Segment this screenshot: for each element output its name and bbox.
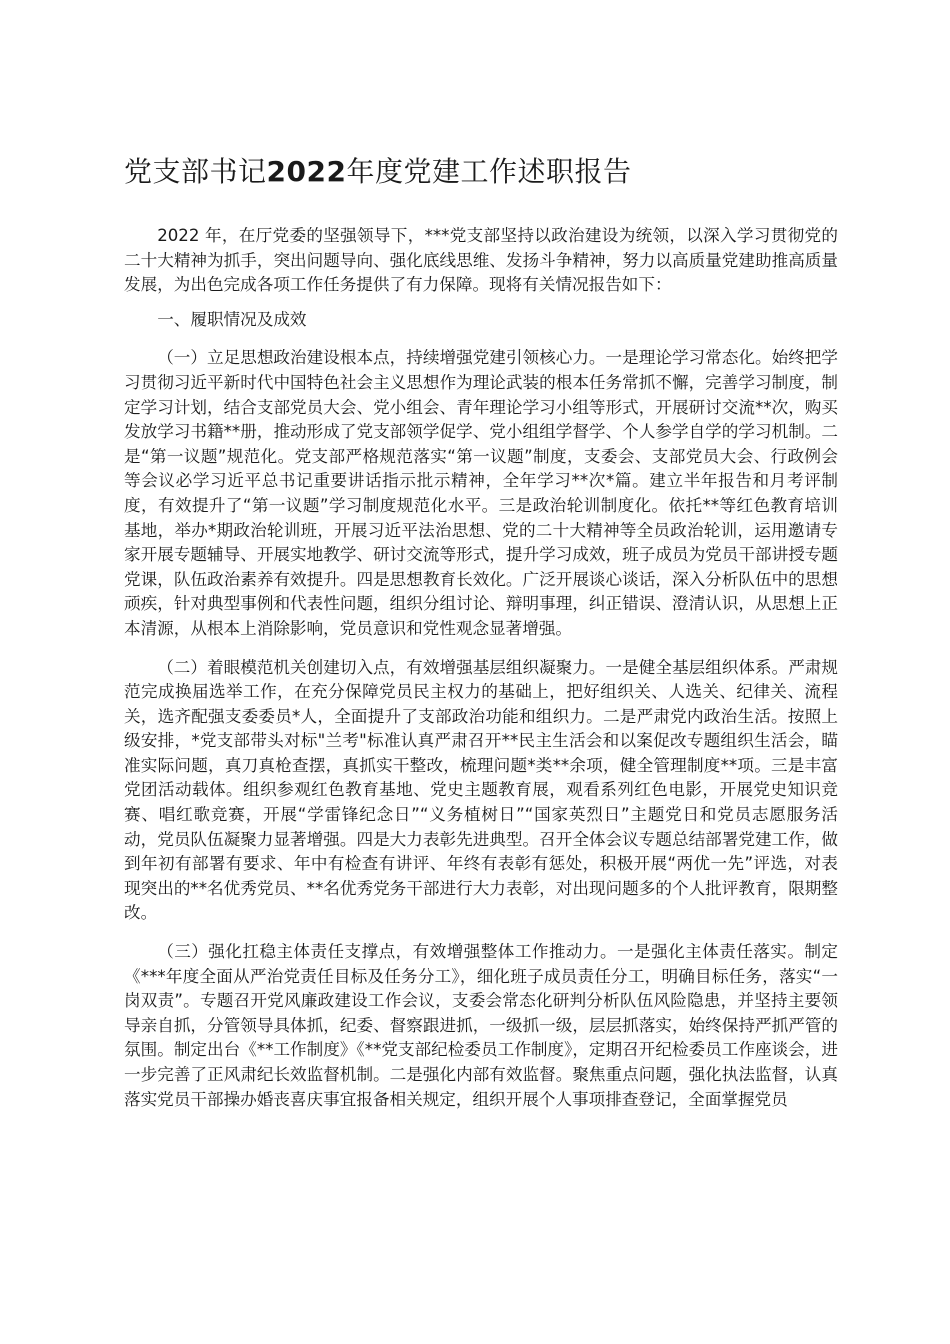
section-heading: 一、履职情况及成效 <box>157 309 307 329</box>
title-prefix: 党支部书记 <box>124 155 267 188</box>
paragraph-2: （二）着眼模范机关创建切入点，有效增强基层组织凝聚力。一是健全基层组织体系。严肃规范完成换届选举工作，在充分保障党员民主权力的基础上，把好组织关、人选关、纪律关、流程关，选齐配强支委委员*人，全面提升了支部政治功能和组织力。二是严肃党内政治生活。按照上级安排，*党支部带头对标"兰考"标准认真严肃召开**民主生活会和以案促改专题组织生活会，瞄准实际问题，真刀真枪查摆，真抓实干整改，梳理问题*类**余项，健全管理制度**项。三是丰富党团活动载体。组织参观红色教育基地、党史主题教育展，观看系列红色电影，开展党史知识竞赛、唱红歌竞赛，开展“学雷锋纪念日”“义务植树日”“国家英烈日”主题党日和党员志愿服务活动，党员队伍凝聚力显著增强。四是大力表彰先进典型。召开全体会议专题总结部署党建工作，做到年初有部署有要求、年中有检查有讲评、年终有表彰有惩处，积极开展“两优一先”评选，对表现突出的**名优秀党员、**名优秀党务干部进行大力表彰，对出现问题多的个人批评教育，限期整改。 <box>124 657 838 923</box>
title-year: 2022 <box>266 155 347 188</box>
intro-paragraph: 2022 年，在厅党委的坚强领导下，***党支部坚持以政治建设为统领，以深入学习贯彻党的二十大精神为抓手，突出问题导向、强化底线思维、发扬斗争精神，努力以高质量党建助推高质量发展，为出色完成各项工作任务提供了有力保障。现将有关情况报告如下： <box>124 226 838 295</box>
paragraph-1: （一）立足思想政治建设根本点，持续增强党建引领核心力。一是理论学习常态化。始终把学习贯彻习近平新时代中国特色社会主义思想作为理论武装的根本任务常抓不懈，完善学习制度，制定学习计划，结合支部党员大会、党小组会、青年理论学习小组等形式，开展研讨交流**次，购买发放学习书籍**册，推动形成了党支部领学促学、党小组组学督学、个人参学自学的学习机制。二是“第一议题”规范化。党支部严格规范落实“第一议题”制度，支委会、支部党员大会、行政例会等会议必学习近平总书记重要讲话指示批示精神，全年学习**次*篇。建立半年报告和月考评制度，有效提升了“第一议题”学习制度规范化水平。三是政治轮训制度化。依托**等红色教育培训基地，举办*期政治轮训班，开展习近平法治思想、党的二十大精神等全员政治轮训，运用邀请专家开展专题辅导、开展实地教学、研讨交流等形式，提升学习成效，班子成员为党员干部讲授专题党课，队伍政治素养有效提升。四是思想教育长效化。广泛开展谈心谈话，深入分析队伍中的思想顽疾，针对典型事例和代表性问题，组织分组讨论、辩明事理，纠正错误、澄清认识，从思想上正本清源，从根本上消除影响，党员意识和党性观念显著增强。 <box>124 348 838 638</box>
paragraph-3: （三）强化扛稳主体责任支撑点，有效增强整体工作推动力。一是强化主体责任落实。制定《***年度全面从严治党责任目标及任务分工》，细化班子成员责任分工，明确目标任务，落实“一岗双责”。专题召开党风廉政建设工作会议，支委会常态化研判分析队伍风险隐患，并坚持主要领导亲自抓，分管领导具体抓，纪委、督察跟进抓，一级抓一级，层层抓落实，始终保持严抓严管的氛围。制定出台《**工作制度》《**党支部纪检委员工作制度》，定期召开纪检委员工作座谈会，进一步完善了正风肃纪长效监督机制。二是强化内部有效监督。聚焦重点问题，强化执法监督，认真落实党员干部操办婚丧喜庆事宜报备相关规定，组织开展个人事项排查登记，全面掌握党员 <box>124 942 838 1109</box>
title-suffix: 年度党建工作述职报告 <box>346 155 632 188</box>
document-title <box>124 150 838 194</box>
